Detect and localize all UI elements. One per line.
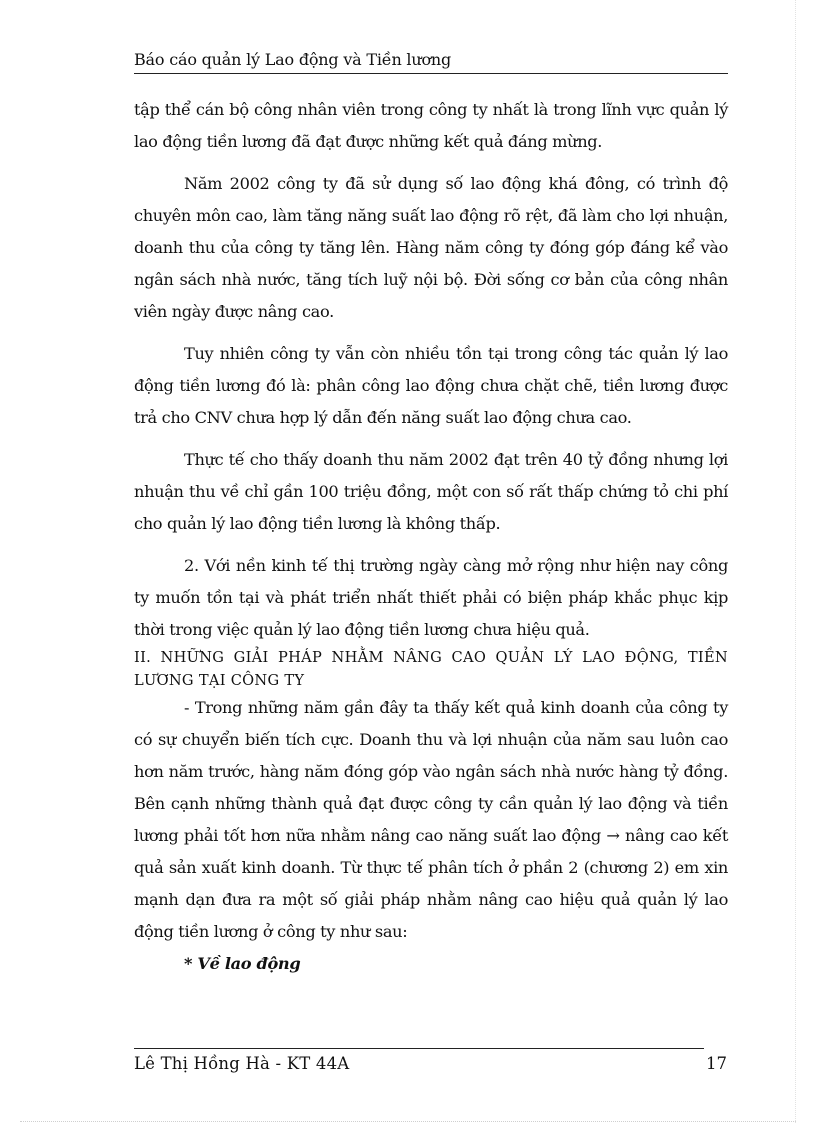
- paragraph-market-economy: 2. Với nền kinh tế thị trường ngày càng mở rộng như hiện nay công ty muốn tồn tại và phát triển nhất thiết phải có biện pháp khắc phục kịp thời trong việc quản lý lao động tiền lương chưa hiệu quả.: [134, 556, 728, 639]
- page-bottom-edge: [20, 1121, 796, 1122]
- page-number: 17: [706, 1054, 727, 1073]
- paragraph-revenue: Thực tế cho thấy doanh thu năm 2002 đạt trên 40 tỷ đồng nhưng lợi nhuận thu về chỉ gần 100 triệu đồng, một con số rất thấp chứng tỏ chi phí cho quản lý lao động tiền lương là không thấp.: [134, 450, 728, 533]
- paragraph-shortcomings: Tuy nhiên công ty vẫn còn nhiều tồn tại trong công tác quản lý lao động tiền lương đó là: phân công lao động chưa chặt chẽ, tiền lương được trả cho CNV chưa hợp lý dẫn đến năng suất lao động chưa cao.: [134, 344, 728, 427]
- document-body: [134, 94, 728, 980]
- page-header: Báo cáo quản lý Lao động và Tiền lương: [134, 50, 728, 74]
- page-right-edge: [795, 0, 796, 1123]
- footer-divider: [134, 1048, 704, 1049]
- paragraph-2002-overview: Năm 2002 công ty đã sử dụng số lao động khá đông, có trình độ chuyên môn cao, làm tăng năng suất lao động rõ rệt, đã làm cho lợi nhuận, doanh thu của công ty tăng lên. Hàng năm công ty đóng góp đáng kể vào ngân sách nhà nước, tăng tích luỹ nội bộ. Đời sống cơ bản của công nhân viên ngày được nâng cao.: [134, 174, 728, 321]
- paragraph-solutions-intro: - Trong những năm gần đây ta thấy kết quả kinh doanh của công ty có sự chuyển biến tích cực. Doanh thu và lợi nhuận của năm sau luôn cao hơn năm trước, hàng năm đóng góp vào ngân sách nhà nước hàng tỷ đồng. Bên cạnh những thành quả đạt được công ty cần quản lý lao động và tiền lương phải tốt hơn nữa nhằm nâng cao năng suất lao động → nâng cao kết quả sản xuất kinh doanh. Từ thực tế phân tích ở phần 2 (chương 2) em xin mạnh dạn đưa ra một số giải pháp nhằm nâng cao hiệu quả quản lý lao động tiền lương ở công ty như sau:: [134, 698, 728, 941]
- footer-author: Lê Thị Hồng Hà - KT 44A: [134, 1054, 350, 1073]
- paragraph-continuation: tập thể cán bộ công nhân viên trong công ty nhất là trong lĩnh vực quản lý lao động tiền lương đã đạt được những kết quả đáng mừng.: [134, 100, 728, 151]
- subheading-labor: * Về lao động: [184, 954, 301, 973]
- section-heading: II. NHỮNG GIẢI PHÁP NHẰM NÂNG CAO QUẢN LÝ LAO ĐỘNG, TIỀN LƯƠNG TẠI CÔNG TY: [134, 649, 728, 689]
